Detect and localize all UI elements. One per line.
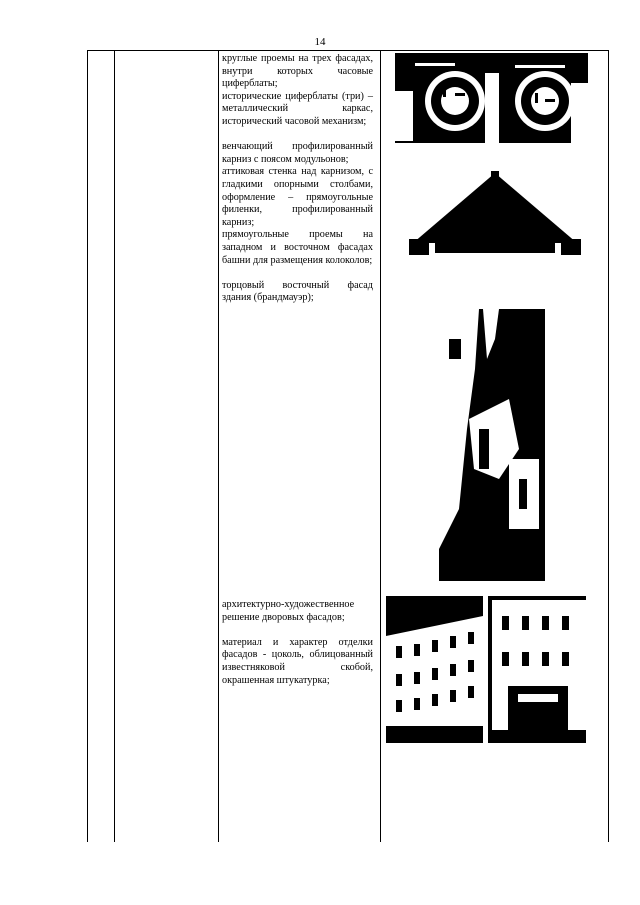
yard-facade-photo-left (386, 596, 483, 743)
table-border-right (608, 51, 609, 842)
document-table (87, 50, 609, 842)
table-column-divider-2 (218, 51, 219, 842)
roof-photo (405, 171, 585, 256)
description-item: круглые проемы на трех фасадах, внутри которых часовые циферблаты; (222, 53, 373, 90)
page-number: 14 (314, 36, 326, 48)
description-item: аттиковая стенка над карнизом, с гладкими опорными столбами, оформление – прямоугольные филенки, профилированный карниз; (222, 166, 373, 228)
table-column-divider-1 (114, 51, 115, 842)
description-item: материал и характер отделки фасадов - цоколь, облицованный известняковой скобой, окрашенная штукатурка; (222, 636, 373, 686)
clock-photo (395, 53, 588, 156)
description-item: прямоугольные проемы на западном и восточном фасадах башни для размещения колоколов; (222, 229, 373, 266)
description-item: архитектурно-художественное решение дворовых фасадов; (222, 599, 355, 623)
description-block-2 (222, 599, 373, 687)
description-block (222, 53, 373, 305)
yard-facade-photo-right (488, 596, 586, 743)
table-column-divider-3 (380, 51, 381, 842)
table-border-left (87, 51, 88, 842)
description-item: исторические циферблаты (три) – металлический каркас, исторический часовой механизм; (222, 90, 373, 127)
description-item: венчающий профилированный карниз с поясом модульонов; (222, 141, 373, 165)
description-item: торцовый восточный фасад здания (брандмауэр); (222, 279, 373, 304)
firewall-photo (439, 309, 545, 581)
